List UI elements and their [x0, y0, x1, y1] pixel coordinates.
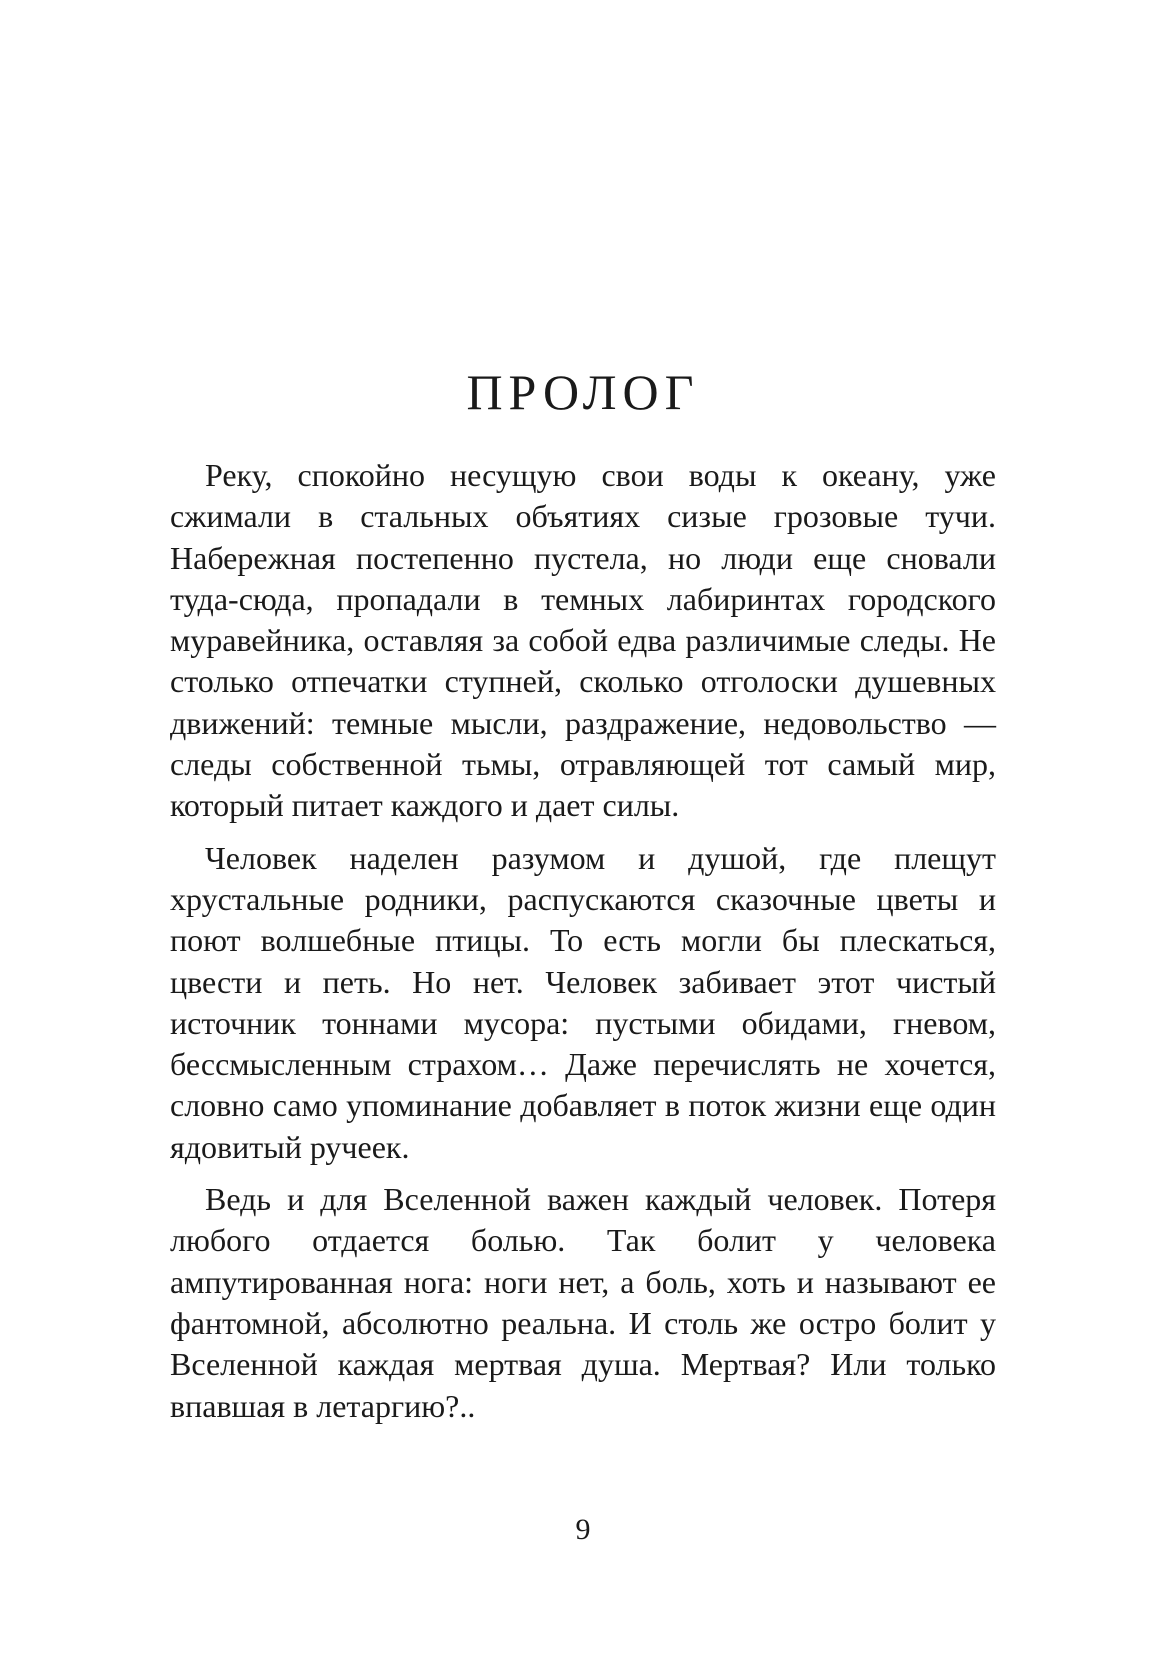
paragraph-2: Человек наделен разумом и душой, где плещут хрустальные родники, распускаются сказочные цветы и поют волшебные птицы. То есть могли бы плескаться, цвести и петь. Но нет. Человек забивает этот чистый источник тоннами мусора: пустыми обидами, гневом, бессмысленным страхом… Даже перечислять не хочется, словно само упоминание добавляет в поток жизни еще один ядовитый ручеек. [170, 839, 996, 1165]
paragraph-1: Реку, спокойно несущую свои воды к океану, уже сжимали в стальных объятиях сизые грозовые тучи. Набережная постепенно пустела, но люди еще сновали туда-сюда, пропадали в темных лабиринтах городского муравейника, оставляя за собой едва различимые следы. Не столько отпечатки ступней, сколько отголоски душевных движений: темные мысли, раздражение, недовольство — следы собственной тьмы, отравляющей тот самый мир, который питает каждого и дает силы. [170, 457, 996, 824]
chapter-title: ПРОЛОГ [466, 364, 700, 420]
paragraph-3: Ведь и для Вселенной важен каждый человек. Потеря любого отдается болью. Так болит у человека ампутированная нога: ноги нет, а боль, хоть и называют ее фантомной, абсолютно реальна. И столь же остро болит у Вселенной каждая мертвая душа. Мертвая? Или только впавшая в летаргию?.. [170, 1181, 996, 1424]
page-number: 9 [575, 1513, 591, 1546]
prologue-text [170, 455, 996, 1438]
